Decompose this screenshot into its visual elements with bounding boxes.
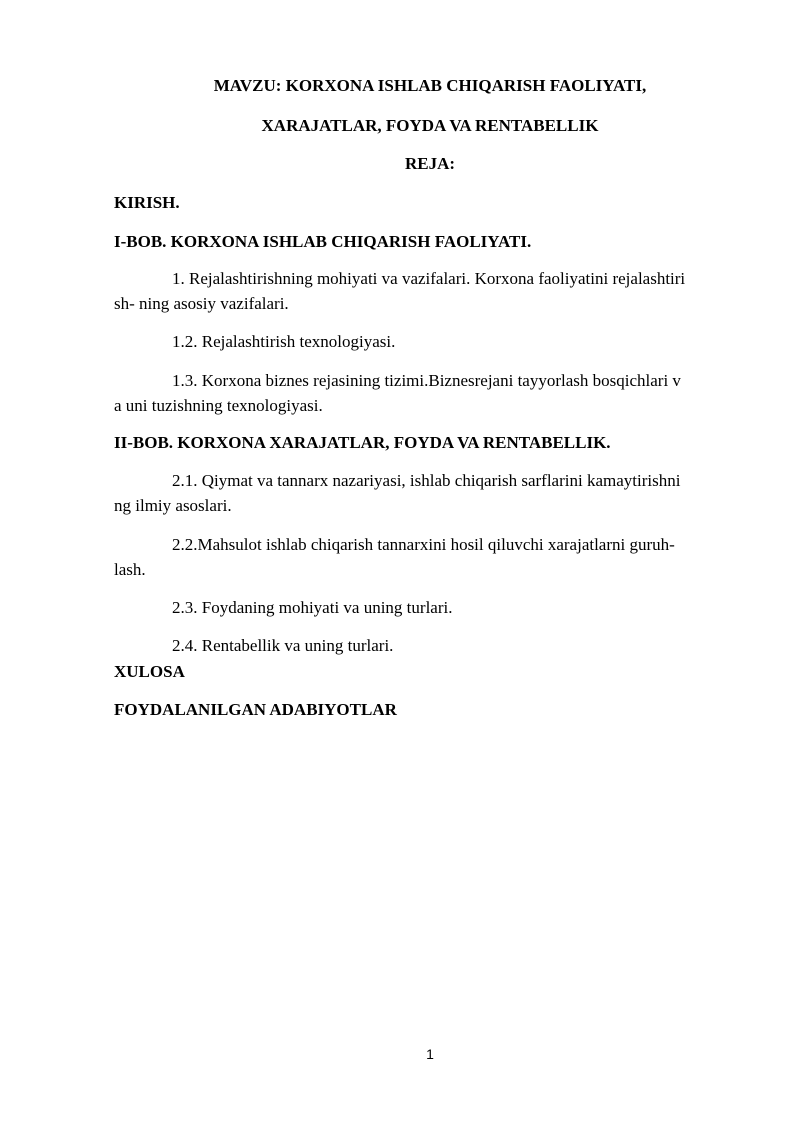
chapter-1-item-1-line-1: 1. Rejalashtirishning mohiyati va vazifalari. Korxona faoliyatini rejalashtiri: [172, 269, 686, 288]
references-heading: FOYDALANILGAN ADABIYOTLAR: [114, 700, 397, 719]
chapter-2-item-1-line-2: ng ilmiy asoslari.: [114, 496, 232, 515]
chapter-2-item-2-line-1: 2.2.Mahsulot ishlab chiqarish tannarxini hosil qiluvchi xarajatlarni guruh-: [172, 535, 675, 554]
document-title-line-2: XARAJATLAR, FOYDA VA RENTABELLIK: [261, 116, 599, 135]
plan-heading: REJA:: [404, 154, 456, 173]
chapter-1-item-3-line-2: a uni tuzishning texnologiyasi.: [114, 396, 323, 415]
chapter-2-item-3: 2.3. Foydaning mohiyati va uning turlari.: [172, 598, 453, 617]
conclusion-heading: XULOSA: [114, 662, 185, 681]
chapter-1-heading: I-BOB. KORXONA ISHLAB CHIQARISH FAOLIYATI.: [114, 232, 532, 251]
chapter-2-heading: II-BOB. KORXONA XARAJATLAR, FOYDA VA RENTABELLIK.: [114, 433, 611, 452]
document-title-line-1: MAVZU: KORXONA ISHLAB CHIQARISH FAOLIYATI,: [213, 76, 647, 95]
chapter-1-item-1-line-2: sh- ning asosiy vazifalari.: [114, 294, 289, 313]
chapter-2-item-4: 2.4. Rentabellik va uning turlari.: [172, 636, 394, 655]
chapter-2-item-2-line-2: lash.: [114, 560, 146, 579]
chapter-2-item-1-line-1: 2.1. Qiymat va tannarx nazariyasi, ishlab chiqarish sarflarini kamaytirishni: [172, 471, 681, 490]
chapter-1-item-3-line-1: 1.3. Korxona biznes rejasining tizimi.Biznesrejani tayyorlash bosqichlari v: [172, 371, 681, 390]
page-number: 1: [426, 1046, 434, 1062]
chapter-1-item-2: 1.2. Rejalashtirish texnologiyasi.: [172, 332, 396, 351]
intro-heading: KIRISH.: [114, 193, 180, 212]
